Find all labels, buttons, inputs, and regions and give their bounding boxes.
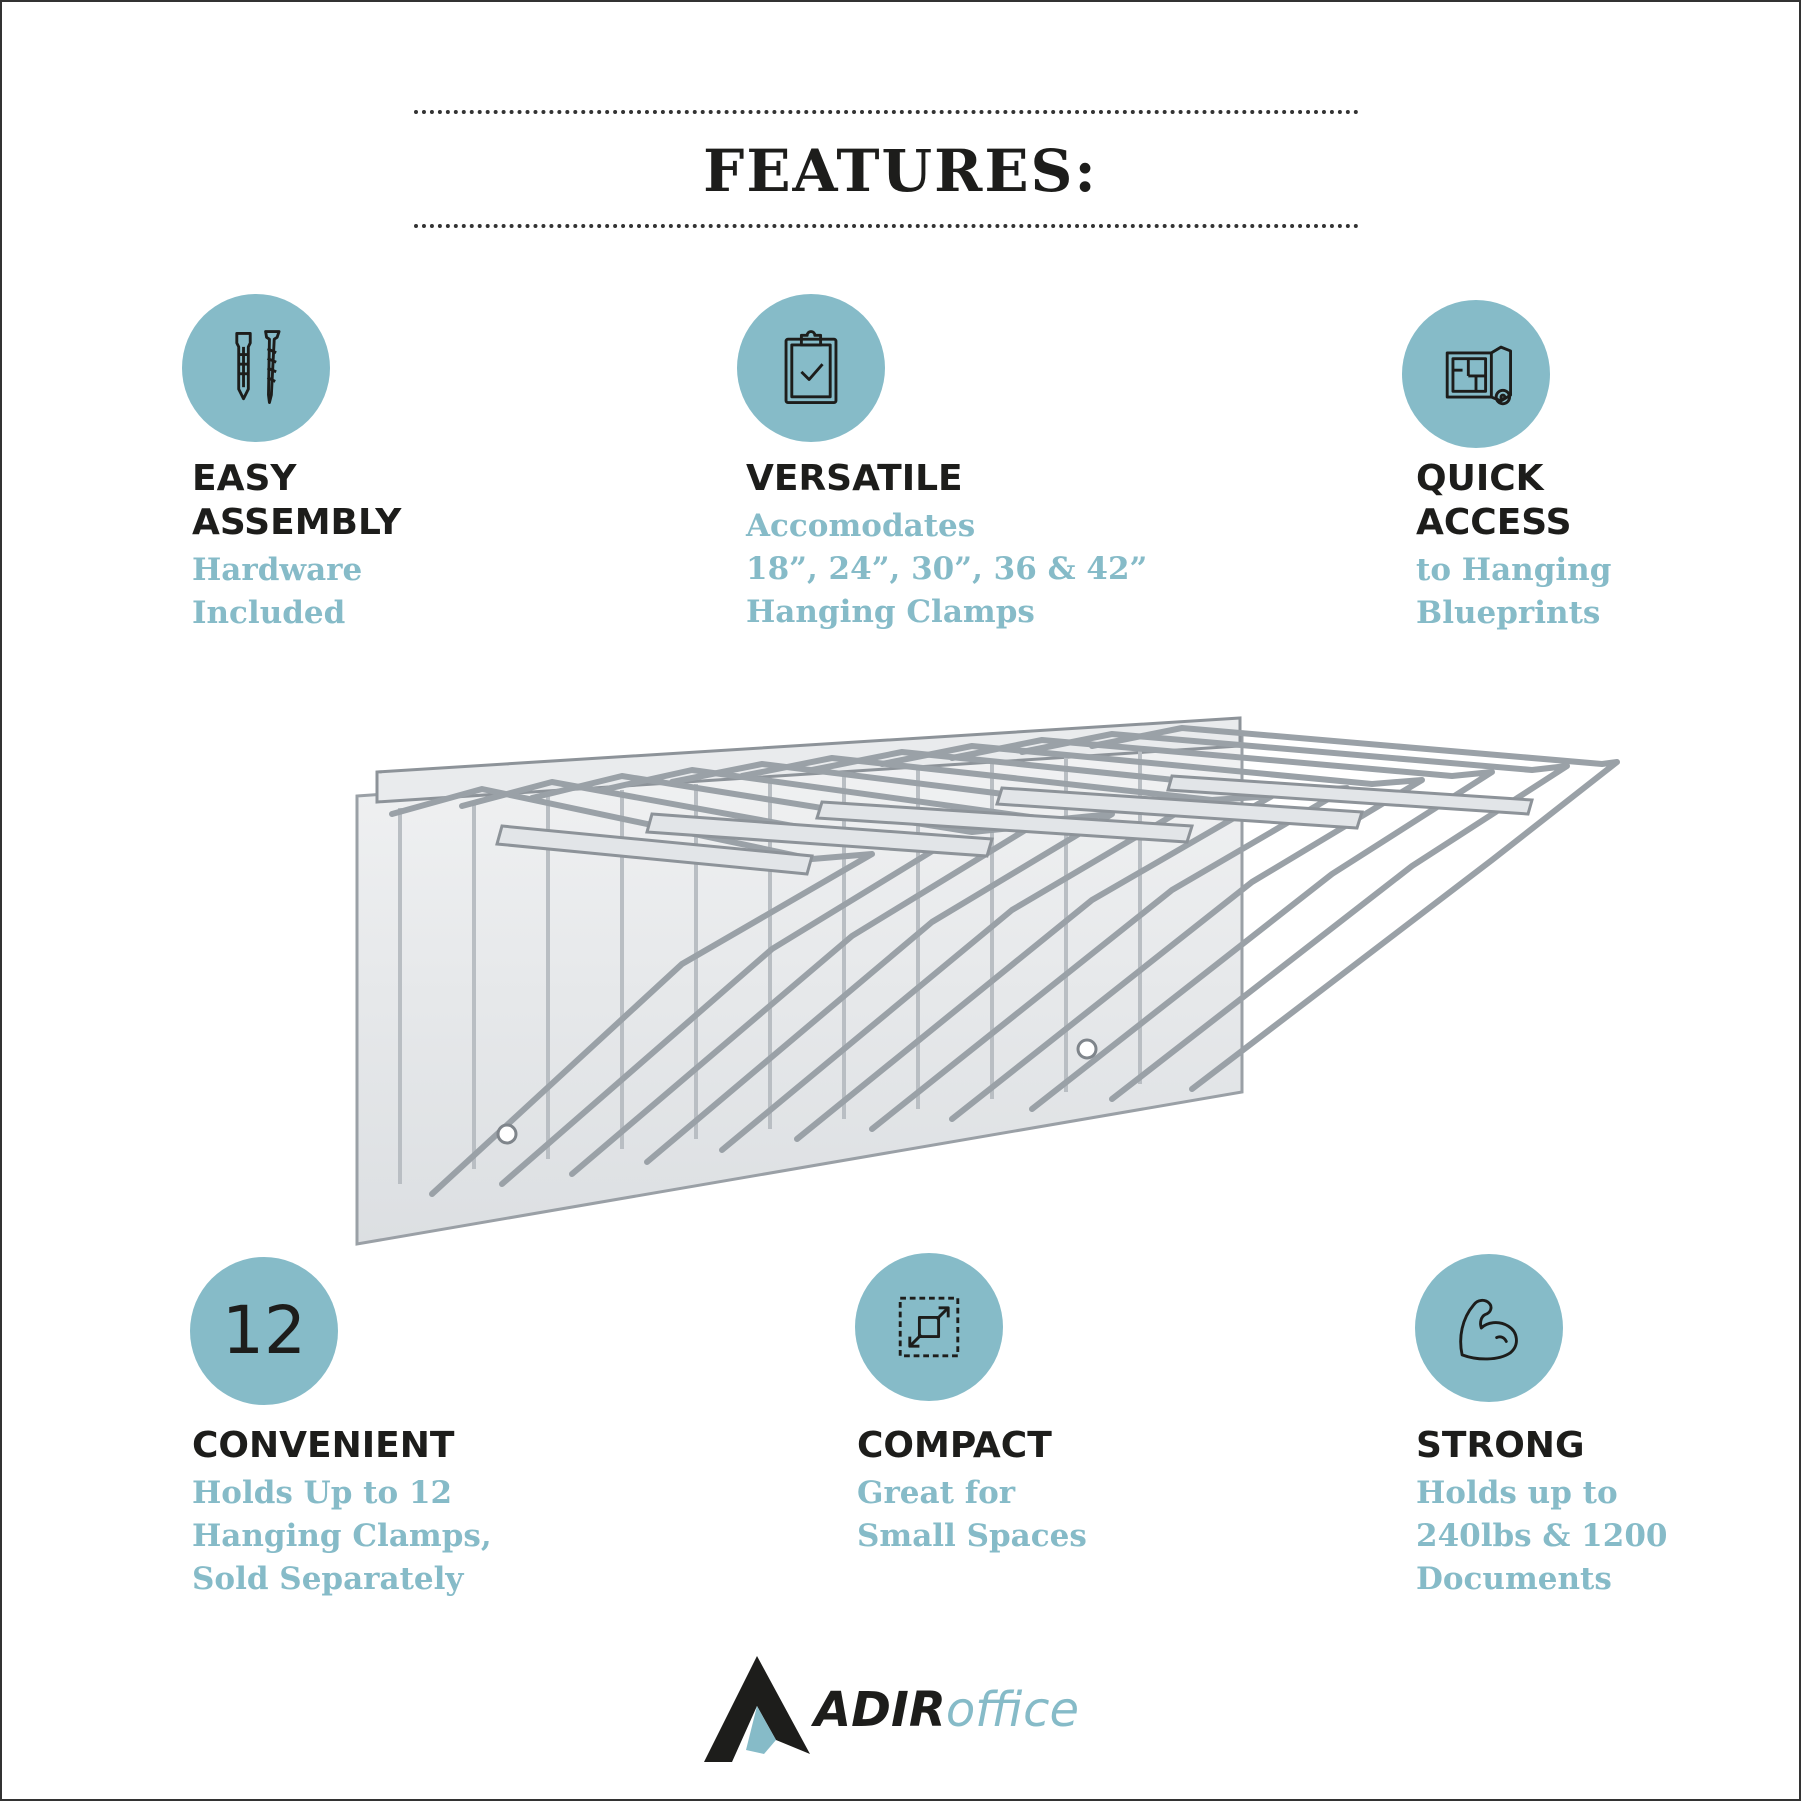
brand-logo (702, 1654, 1102, 1764)
dotted-divider-top (414, 110, 1359, 114)
feature-compact (857, 1424, 1087, 1558)
logo-wordmark (814, 1682, 1079, 1738)
dotted-divider-bottom (414, 224, 1359, 228)
feature-easy-assembly (192, 457, 401, 635)
compact-resize-icon (855, 1253, 1003, 1401)
feature-title: QUICK ACCESS (1416, 458, 1572, 543)
feature-title: COMPACT (857, 1425, 1052, 1466)
feature-quick-access (1416, 457, 1611, 635)
badge-number: 12 (222, 1292, 306, 1369)
clipboard-check-icon (737, 294, 885, 442)
feature-description: Holds up to 240lbs & 1200 Documents (1416, 1475, 1668, 1597)
feature-description: Great for Small Spaces (857, 1475, 1087, 1554)
feature-strong (1416, 1424, 1667, 1601)
page-title: FEATURES: (703, 137, 1098, 205)
feature-convenient (192, 1424, 492, 1601)
screw-anchor-icon (182, 294, 330, 442)
flexed-arm-icon (1415, 1254, 1563, 1402)
wall-rack-illustration (352, 714, 1622, 1254)
blueprint-roll-icon (1402, 300, 1550, 448)
feature-description: Holds Up to 12 Hanging Clamps, Sold Separately (192, 1475, 492, 1597)
logo-word-light: office (945, 1682, 1080, 1738)
feature-title: VERSATILE (746, 458, 963, 499)
feature-title: STRONG (1416, 1425, 1585, 1466)
number-12-badge (190, 1257, 338, 1405)
feature-title: CONVENIENT (192, 1425, 455, 1466)
logo-word-bold: ADIR (814, 1682, 946, 1738)
feature-description: Hardware Included (192, 552, 363, 631)
feature-title: EASY ASSEMBLY (192, 458, 402, 543)
logo-mark-icon (702, 1654, 812, 1764)
feature-versatile (746, 457, 1147, 634)
feature-description: Accomodates 18”, 24”, 30”, 36 & 42” Hanging Clamps (746, 508, 1148, 630)
feature-description: to Hanging Blueprints (1416, 552, 1612, 631)
